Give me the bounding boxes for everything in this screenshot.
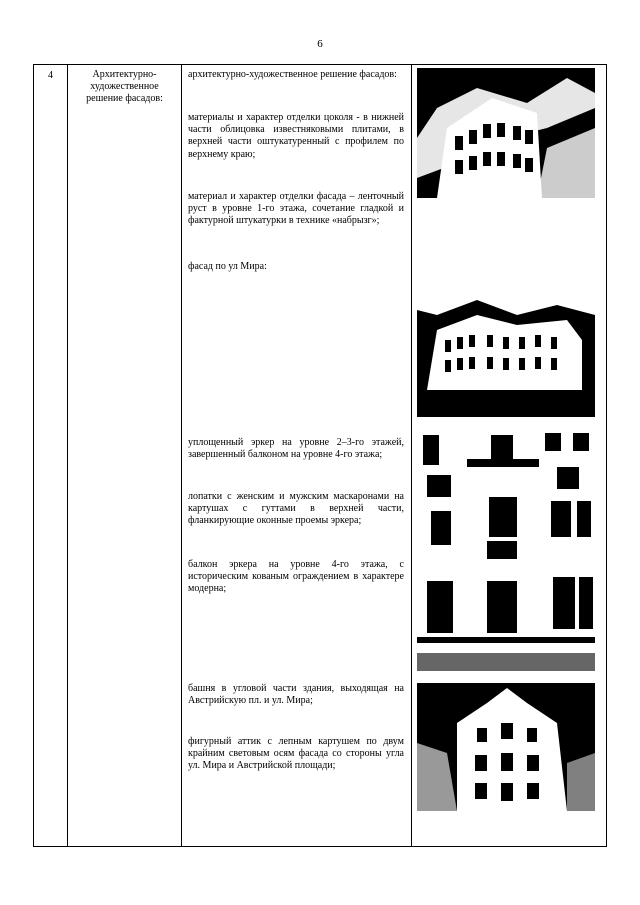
description-paragraph: лопатки с женским и мужским маскаронами на картушах с гуттами в верхней части, фланкирующие оконные проемы эркера; bbox=[188, 491, 404, 527]
facade-photo-corner-tower bbox=[417, 683, 595, 811]
description-paragraph: фигурный аттик с лепным картушем по двум крайним световым осям фасада со стороны угла ул. Мира и Австрийской площади; bbox=[188, 736, 404, 772]
facade-photo-bay-window-detail bbox=[417, 431, 595, 671]
table-row bbox=[34, 65, 607, 847]
description-paragraph: балкон эркера на уровне 4-го этажа, с историческим кованым ограждением в характере модерна; bbox=[188, 559, 404, 595]
description-paragraph: материалы и характер отделки цоколя - в нижней части облицовка известняковыми плитами, в верхней части оштукатуренный с профилем по верхнему краю; bbox=[188, 112, 404, 160]
description-paragraph: архитектурно-художественное решение фасадов: bbox=[188, 69, 397, 80]
row-name: Архитектурно-художественное решение фасадов: bbox=[68, 65, 182, 847]
row-photos bbox=[412, 65, 607, 847]
facade-photo-corner-view bbox=[417, 68, 595, 198]
description-paragraph: материал и характер отделки фасада – ленточный руст в уровне 1-го этажа, сочетание гладкой и фактурной штукатурки в технике «набрызг»; bbox=[188, 191, 404, 227]
page-number: 6 bbox=[317, 38, 323, 50]
row-description bbox=[182, 65, 412, 847]
monument-subject-table bbox=[33, 64, 607, 847]
description-paragraph: фасад по ул Мира: bbox=[188, 261, 267, 272]
row-number: 4 bbox=[34, 65, 68, 847]
description-paragraph: уплощенный эркер на уровне 2–3-го этажей, завершенный балконом на уровне 4-го этажа; bbox=[188, 437, 404, 461]
description-paragraph: башня в угловой части здания, выходящая на Австрийскую пл. и ул. Мира; bbox=[188, 683, 404, 707]
facade-photo-mira-street bbox=[417, 285, 595, 417]
